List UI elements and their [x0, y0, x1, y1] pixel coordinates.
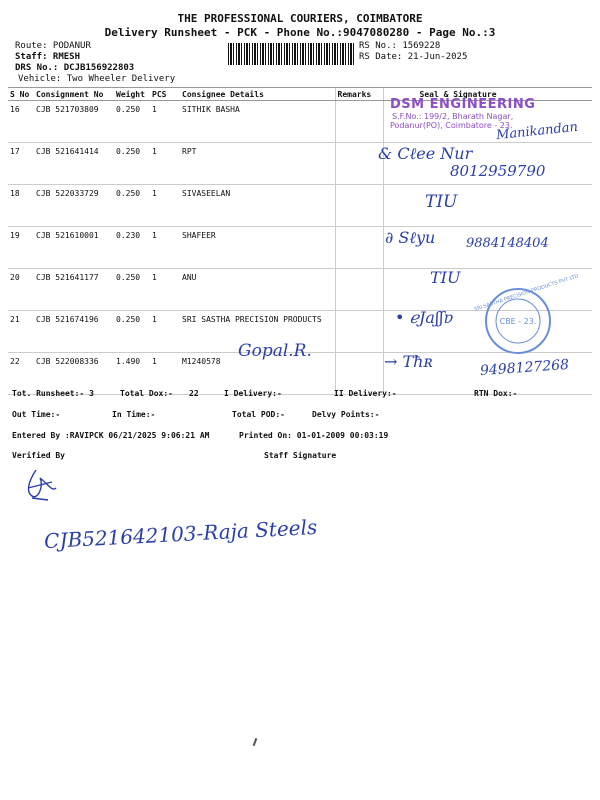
- round-company-seal: [473, 273, 580, 356]
- staff-label: Staff: RMESH: [15, 52, 81, 62]
- row-weight: 0.250: [114, 311, 150, 353]
- scribble-r19: ∂ Sℓyu: [385, 228, 436, 247]
- note-r18: TIU: [425, 192, 458, 212]
- vehicle-label: Vehicle: Two Wheeler Delivery: [18, 74, 176, 84]
- row-consignment-no: CJB 521703809: [34, 101, 114, 143]
- col-consignment: Consignment No: [34, 88, 114, 101]
- verified-by: Verified By: [12, 451, 65, 460]
- row-consignment-no: CJB 522008336: [34, 353, 114, 395]
- phone-r19: 9884148404: [466, 236, 549, 251]
- row-weight: 0.250: [114, 185, 150, 227]
- phone-r17: 8012959790: [450, 162, 546, 180]
- row-consignee: ANU: [180, 269, 335, 311]
- signature-r22: Gopal.R.: [238, 341, 312, 361]
- out-time: Out Time:-: [12, 410, 61, 419]
- route-label: Route: PODANUR: [15, 41, 91, 51]
- row-sno: 17: [8, 143, 34, 185]
- bottom-handwritten-note: CJB521642103-Raja Steels: [43, 514, 318, 554]
- stamp-name: DSM ENGINEERING: [390, 97, 536, 112]
- row-consignee: SIVASEELAN: [180, 185, 335, 227]
- row-weight: 0.250: [114, 269, 150, 311]
- total-pod: Total POD:-: [232, 410, 285, 419]
- seal-ring-text: SRI SASTHA PRECISION PRODUCTS PVT LTD: [473, 273, 580, 313]
- row-remarks: [335, 311, 383, 353]
- row-pcs: 1: [150, 143, 180, 185]
- row-consignment-no: CJB 521641414: [34, 143, 114, 185]
- runsheet-subtitle: Delivery Runsheet - PCK - Phone No.:9047080280 - Page No.:3: [104, 26, 496, 39]
- row-pcs: 1: [150, 311, 180, 353]
- row-sno: 21: [8, 311, 34, 353]
- row-seal-signature: [383, 185, 592, 227]
- entered-by: Entered By :RAVIPCK 06/21/2025 9:06:21 AM: [12, 431, 210, 440]
- company-title: THE PROFESSIONAL COURIERS, COIMBATORE: [177, 12, 423, 25]
- row-weight: 0.230: [114, 227, 150, 269]
- row-consignee: SITHIK BASHA: [180, 101, 335, 143]
- col-consignee: Consignee Details: [180, 88, 335, 101]
- i-delivery: I Delivery:-: [224, 389, 282, 398]
- scribble-r21: • ℯJaʃʃɐ: [395, 308, 454, 327]
- row-consignee: RPT: [180, 143, 335, 185]
- col-sno: S No: [8, 88, 34, 101]
- in-time: In Time:-: [112, 410, 156, 419]
- seal-center-text: CBE - 23.: [499, 317, 537, 326]
- delvy-points: Delvy Points:-: [312, 410, 380, 419]
- staff-signature: Staff Signature: [264, 451, 337, 460]
- row-sno: 16: [8, 101, 34, 143]
- row-pcs: 1: [150, 185, 180, 227]
- scribble-r22: → Tħʀ: [384, 352, 433, 371]
- scribble-r17: & Cℓee Nur: [378, 144, 473, 163]
- row-weight: 0.250: [114, 101, 150, 143]
- stamp-address-1: S.F.No.: 199/2, Bharath Nagar,: [392, 112, 514, 121]
- col-remarks: Remarks: [335, 88, 383, 101]
- row-consignment-no: CJB 521641177: [34, 269, 114, 311]
- row-pcs: 1: [150, 101, 180, 143]
- row-remarks: [335, 101, 383, 143]
- row-consignment-no: CJB 521674196: [34, 311, 114, 353]
- barcode: [228, 43, 354, 65]
- rtn-dox: RTN Dox:-: [474, 389, 518, 398]
- signature-r16: Manikandan: [495, 119, 579, 144]
- row-sno: 18: [8, 185, 34, 227]
- row-sno: 22: [8, 353, 34, 395]
- row-weight: 1.490: [114, 353, 150, 395]
- row-consignee: SHAFEER: [180, 227, 335, 269]
- row-consignee: SRI SASTHA PRECISION PRODUCTS: [180, 311, 335, 353]
- row-pcs: 1: [150, 269, 180, 311]
- row-pcs: 1: [150, 227, 180, 269]
- total-dox-value: 22: [189, 389, 199, 398]
- table-row: [8, 185, 592, 227]
- row-remarks: [335, 269, 383, 311]
- rs-number: RS No.: 1569228: [359, 41, 441, 51]
- row-pcs: 1: [150, 353, 180, 395]
- col-seal-signature: Seal & Signature: [383, 88, 592, 101]
- phone-r22: 9498127268: [479, 356, 570, 380]
- row-sno: 20: [8, 269, 34, 311]
- row-consignee: M1240578: [180, 353, 335, 395]
- ii-delivery: II Delivery:-: [334, 389, 397, 398]
- col-pcs: PCS: [150, 88, 180, 101]
- row-consignment-no: CJB 522033729: [34, 185, 114, 227]
- total-runsheet: Tot. Runsheet:- 3: [12, 389, 94, 398]
- rs-date: RS Date: 21-Jun-2025: [359, 52, 468, 62]
- row-consignment-no: CJB 521610001: [34, 227, 114, 269]
- verifier-signature: [22, 466, 62, 506]
- row-remarks: [335, 143, 383, 185]
- row-remarks: [335, 185, 383, 227]
- stray-mark: [253, 738, 258, 746]
- row-sno: 19: [8, 227, 34, 269]
- printed-on: Printed On: 01-01-2009 00:03:19: [239, 431, 389, 440]
- drs-number: DRS No.: DCJB156922803: [15, 63, 135, 73]
- stamp-address-2: Podanur(PO), Coimbatore - 23.: [390, 121, 513, 130]
- total-dox-label: Total Dox:-: [120, 389, 173, 398]
- row-weight: 0.250: [114, 143, 150, 185]
- note-r20: TIU: [430, 268, 461, 287]
- row-remarks: [335, 227, 383, 269]
- col-weight: Weight: [114, 88, 150, 101]
